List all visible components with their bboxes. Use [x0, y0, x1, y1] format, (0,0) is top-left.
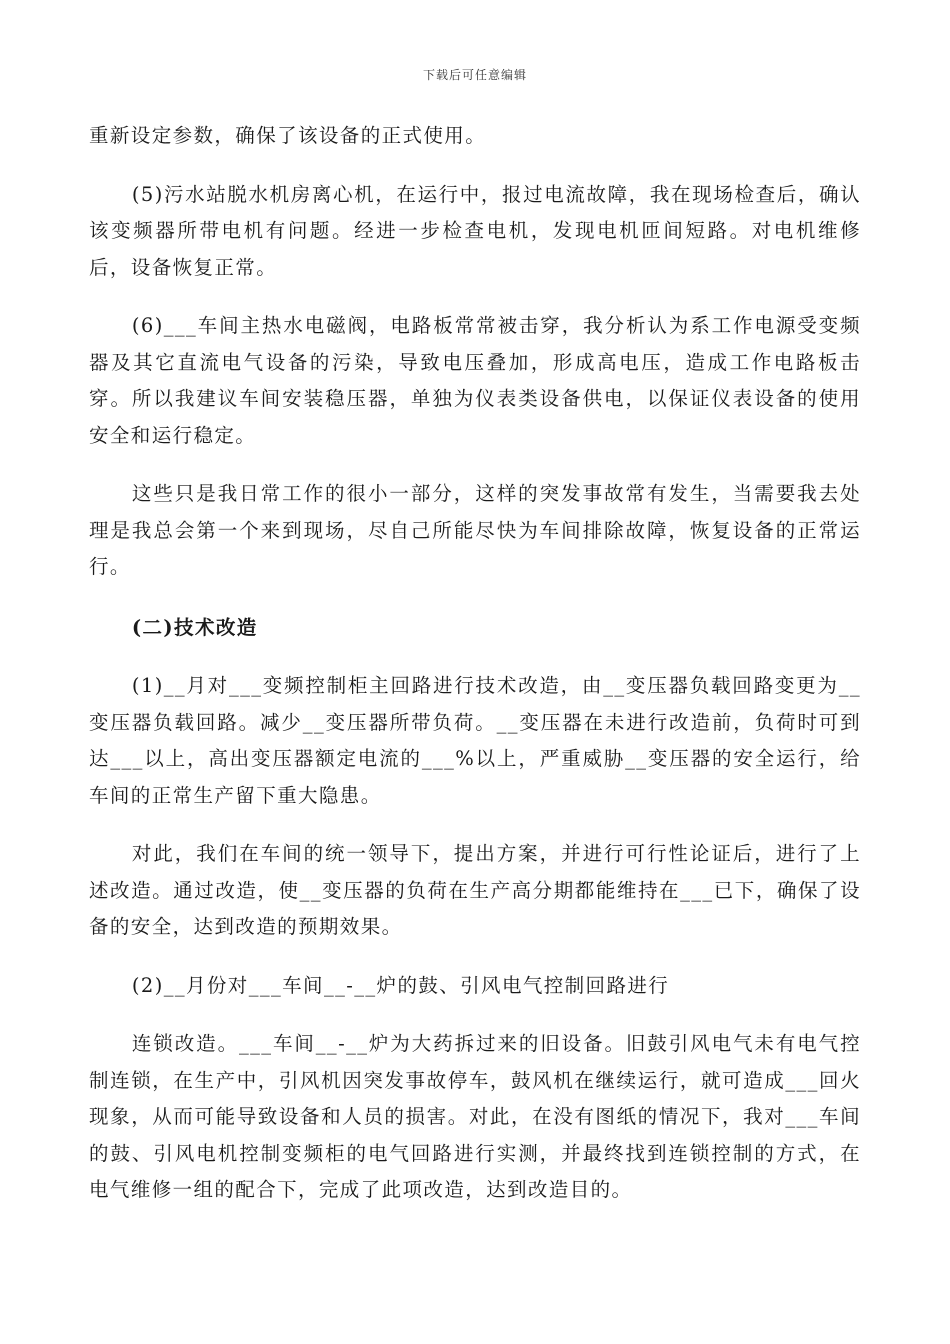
paragraph-item-5: (5)污水站脱水机房离心机，在运行中，报过电流故障，我在现场检查后，确认该变频器所带电机有问题。经进一步检查电机，发现电机匝间短路。对电机维修后，设备恢复正常。: [89, 182, 861, 279]
paragraph-tech-item-2-detail: 连锁改造。___车间__-__炉为大药拆过来的旧设备。旧鼓引风电气未有电气控制连锁，在生产中，引风机因突发事故停车，鼓风机在继续运行，就可造成___回火现象，从而可能导致设备和人员的损害。对此，在没有图纸的情况下，我对___车间的鼓、引风电机控制变频柜的电气回路进行实测，并最终找到连锁控制的方式，在电气维修一组的配合下，完成了此项改造，达到改造目的。: [89, 1032, 861, 1201]
paragraph-tech-item-1: (1)__月对___变频控制柜主回路进行技术改造，由__变压器负载回路变更为__变压器负载回路。减少__变压器所带负荷。__变压器在未进行改造前，负荷时可到达___以上，高出变压器额定电流的___%以上，严重威胁__变压器的安全运行，给车间的正常生产留下重大隐患。: [89, 674, 861, 807]
paragraph-item-6: (6)___车间主热水电磁阀，电路板常常被击穿，我分析认为系工作电源受变频器及其它直流电气设备的污染，导致电压叠加，形成高电压，造成工作电路板击穿。所以我建议车间安装稳压器，单独为仪表类设备供电，以保证仪表设备的使用安全和运行稳定。: [89, 314, 861, 447]
paragraph-tech-followup: 对此，我们在车间的统一领导下，提出方案，并进行可行性论证后，进行了上述改造。通过改造，使__变压器的负荷在生产高分期都能维持在___已下，确保了设备的安全，达到改造的预期效果。: [89, 842, 861, 938]
section-heading: (二)技术改造: [131, 615, 258, 639]
document-body: [89, 118, 861, 1209]
paragraph-continuation: 重新设定参数，确保了该设备的正式使用。: [89, 124, 487, 147]
page-header: 下载后可任意编辑: [422, 68, 527, 82]
paragraph-tech-item-2: (2)__月份对___车间__-__炉的鼓、引风电气控制回路进行: [131, 973, 670, 997]
paragraph-summary: 这些只是我日常工作的很小一部分，这样的突发事故常有发生，当需要我去处理是我总会第一个来到现场，尽自己所能尽快为车间排除故障，恢复设备的正常运行。: [89, 482, 861, 578]
